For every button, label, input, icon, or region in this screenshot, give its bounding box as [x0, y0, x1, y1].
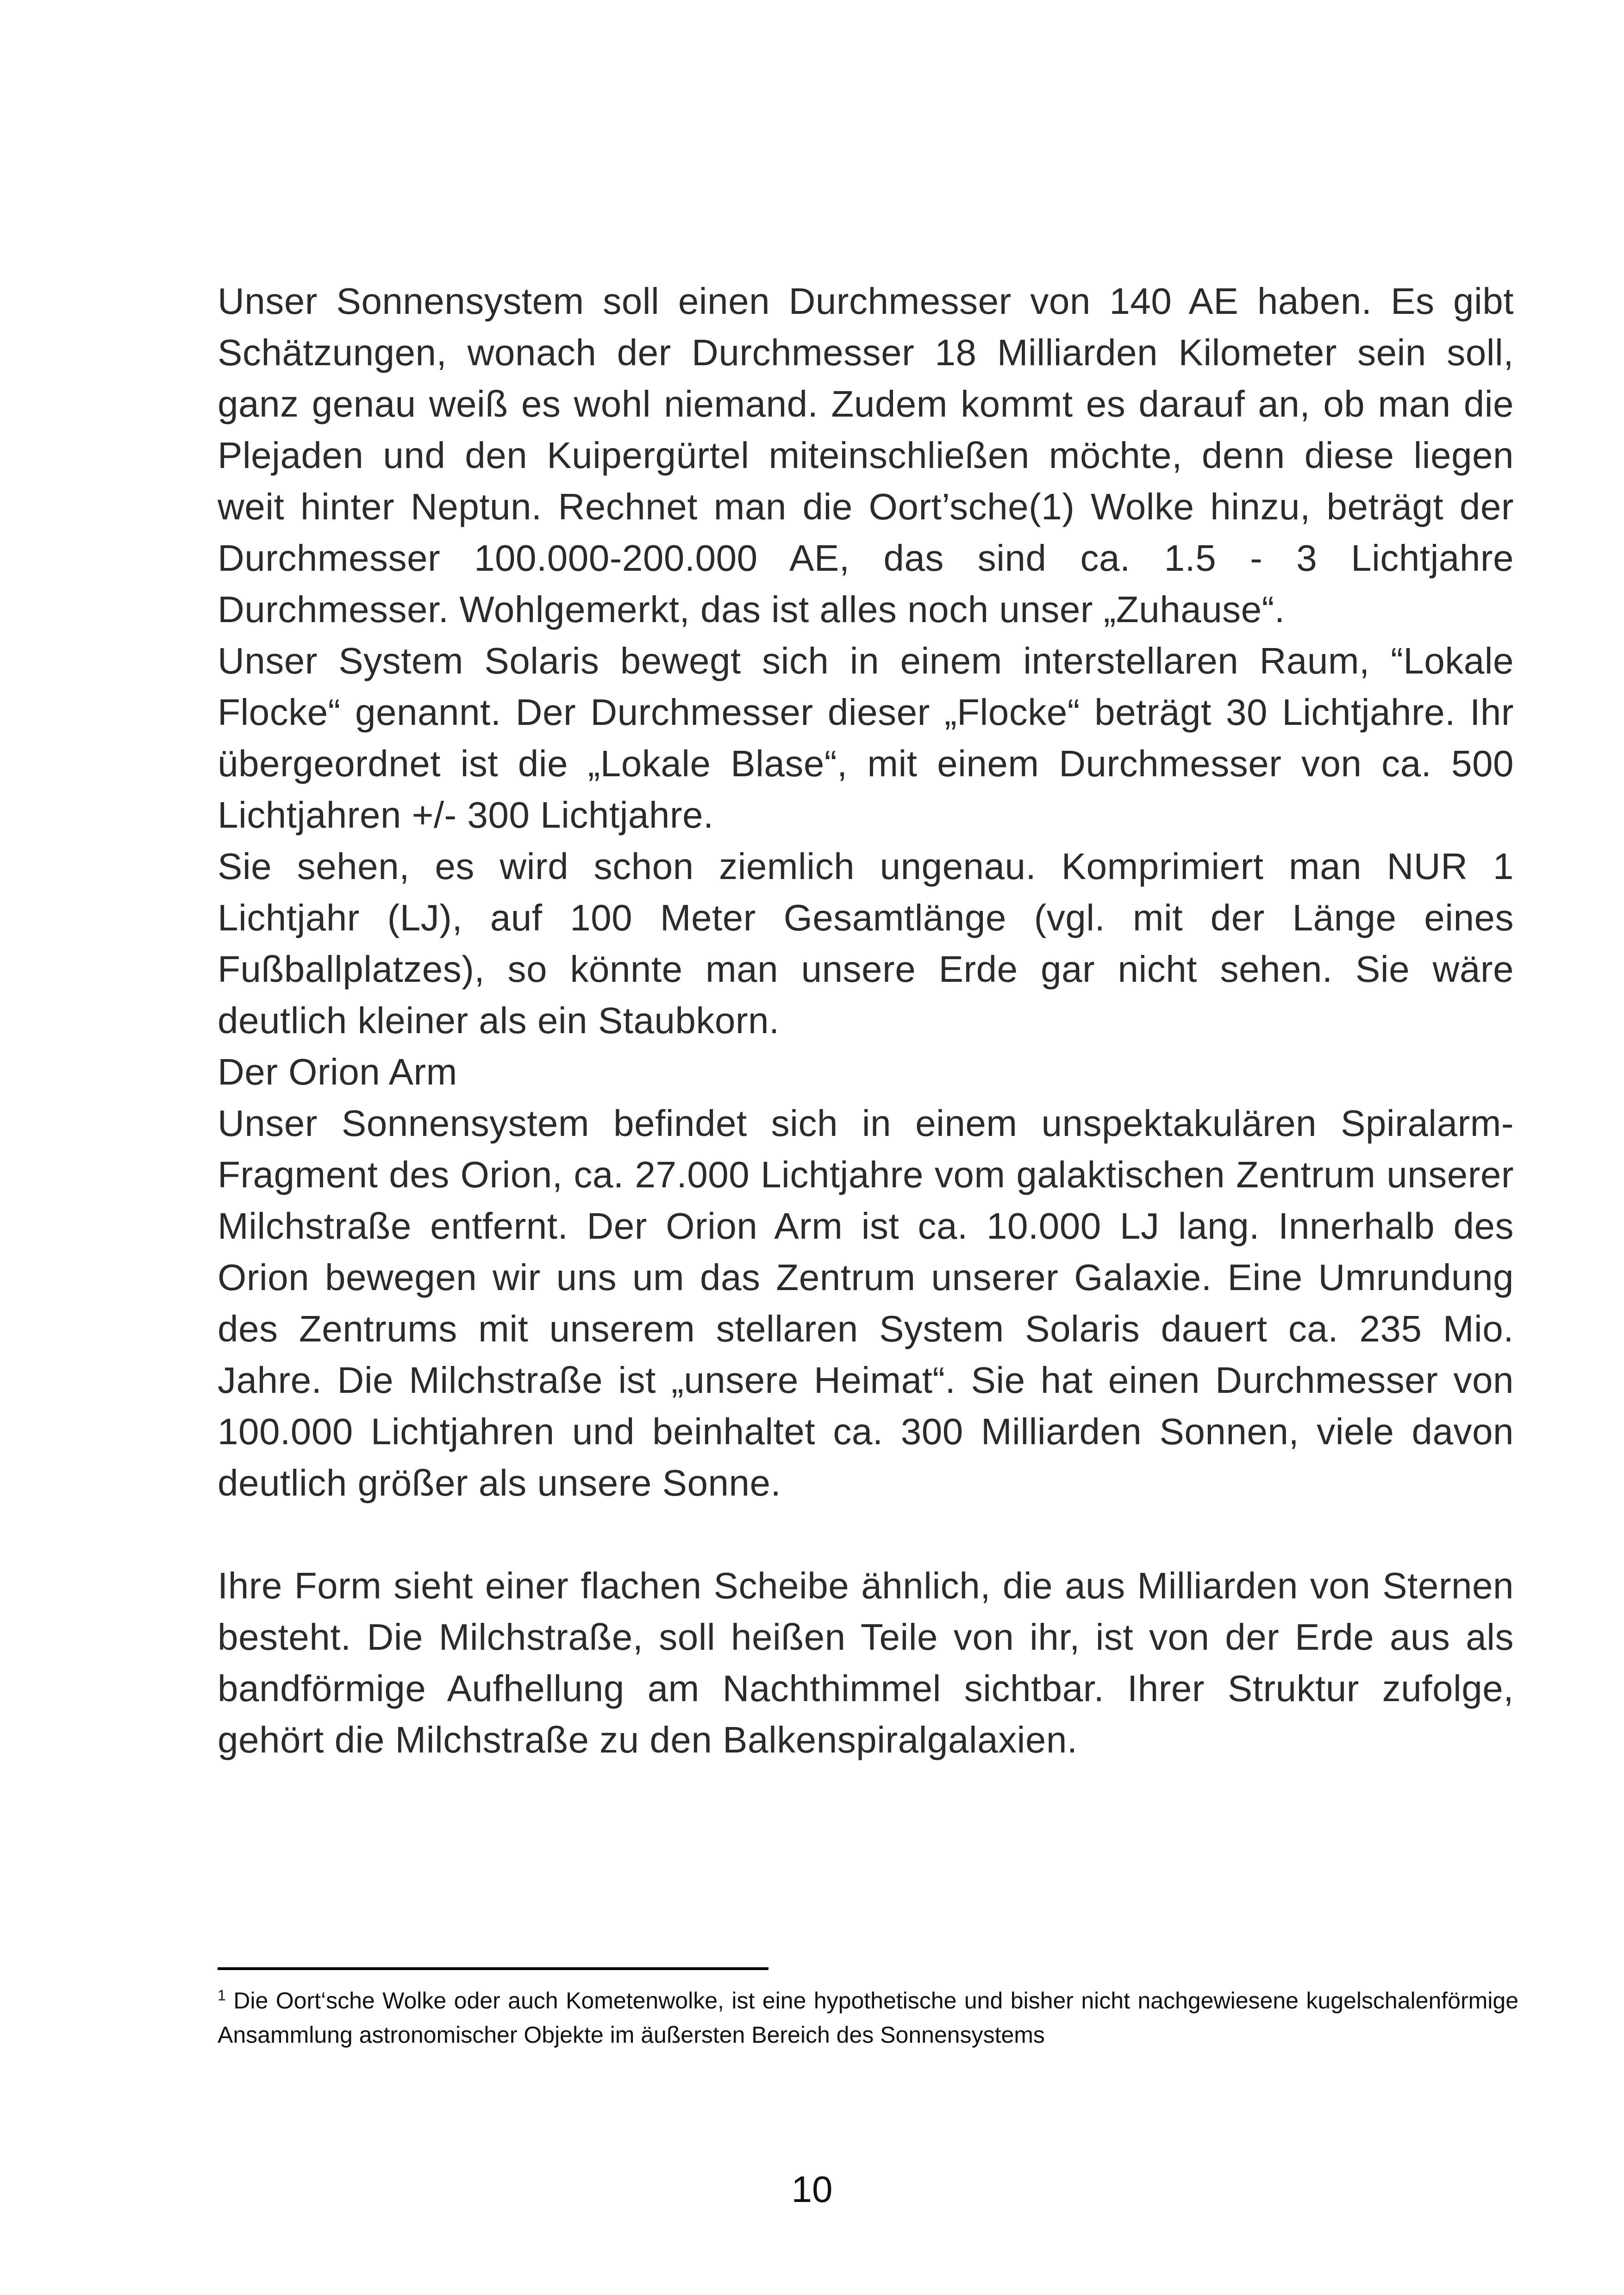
page-number: 10 [791, 2169, 833, 2210]
paragraph-orion-arm: Unser Sonnensystem befindet sich in einem unspektakulären Spiralarm-Fragment des Orion, ca. 27.000 Lichtjahre vom galaktischen Zentrum unserer Milchstraße entfernt. Der Orion Arm ist ca. 10.000 LJ lang. Innerhalb des Orion bewegen wir uns um das Zentrum unserer Galaxie. Eine Umrundung des Zentrums mit unserem stellaren System Solaris dauert ca. 235 Mio. Jahre. Die Milchstraße ist „unsere Heimat“. Sie hat einen Durchmesser von 100.000 Lichtjahren und beinhaltet ca. 300 Milliarden Sonnen, viele davon deutlich größer als unsere Sonne. [218, 1103, 1514, 1503]
paragraph-milky-way-shape: Ihre Form sieht einer flachen Scheibe ähnlich, die aus Milliarden von Sternen besteht. Die Milchstraße, soll heißen Teile von ihr, ist von der Erde aus als bandförmige Aufhellung am Nachthimmel sichtbar. Ihrer Struktur zufolge, gehört die Milchstraße zu den Balkenspiralgalaxien. [218, 1565, 1514, 1760]
paragraph-solar-system-diameter: Unser Sonnensystem soll einen Durchmesser von 140 AE haben. Es gibt Schätzungen, wonach der Durchmesser 18 Milliarden Kilometer sein soll, ganz genau weiß es wohl niemand. Zudem kommt es darauf an, ob man die Plejaden und den Kuipergürtel miteinschließen möchte, denn diese liegen weit hinter Neptun. Rechnet man die Oort’sche(1) Wolke hinzu, beträgt der Durchmesser 100.000-200.000 AE, das sind ca. 1.5 - 3 Lichtjahre Durchmesser. Wohlgemerkt, das ist alles noch unser „Zuhause“. [218, 281, 1514, 630]
paragraph-scale-comparison: Sie sehen, es wird schon ziemlich ungenau. Komprimiert man NUR 1 Lichtjahr (LJ), auf 100 Meter Gesamtlänge (vgl. mit der Länge eines Fußballplatzes), so könnte man unsere Erde gar nicht sehen. Sie wäre deutlich kleiner als ein Staubkorn. [218, 846, 1514, 1041]
paragraph-spacer [218, 1509, 1514, 1560]
paragraph-local-fluff: Unser System Solaris bewegt sich in einem interstellaren Raum, “Lokale Flocke“ genannt. Der Durchmesser dieser „Flocke“ beträgt 30 Lichtjahre. Ihr übergeordnet ist die „Lokale Blase“, mit einem Durchmesser von ca. 500 Lichtjahren +/- 300 Lichtjahre. [218, 640, 1514, 836]
body-text [218, 275, 1514, 1765]
footnote-separator [218, 1967, 768, 1970]
footnote [218, 1983, 1518, 2052]
heading-orion-arm: Der Orion Arm [218, 1051, 457, 1092]
footnote-text: Die Oort‘sche Wolke oder auch Kometenwolke, ist eine hypothetische und bisher nicht nachgewiesene kugelschalenförmige Ansammlung astronomischer Objekte im äußersten Bereich des Sonnensystems [218, 1988, 1518, 2048]
footnote-marker: 1 [218, 1987, 226, 2004]
